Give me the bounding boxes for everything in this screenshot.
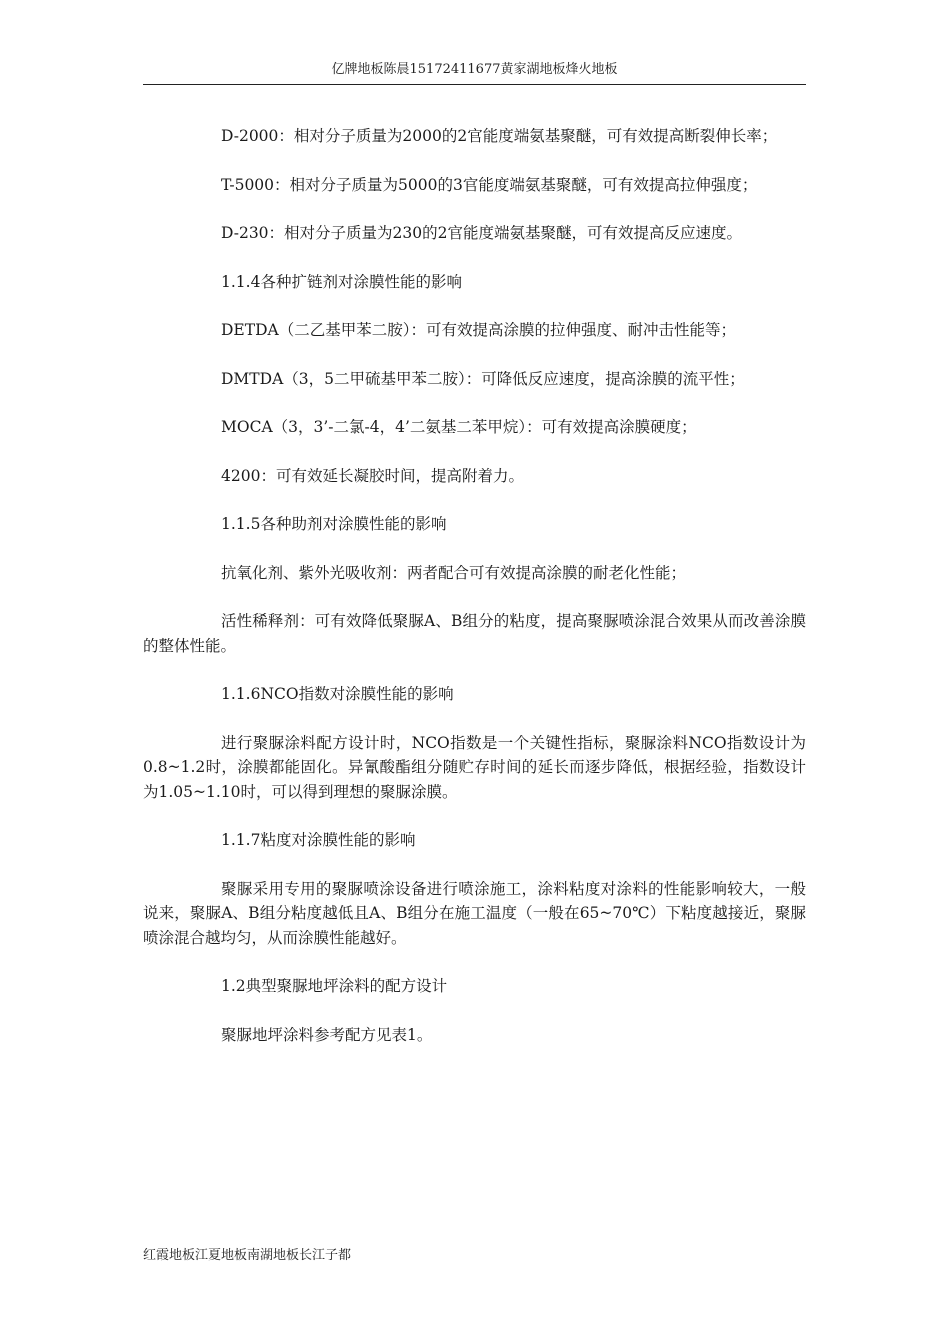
- section-heading-1-1-5: 1.1.5各种助剂对涂膜性能的影响: [221, 515, 447, 533]
- paragraph-d2000: D-2000：相对分子质量为2000的2官能度端氨基聚醚，可有效提高断裂伸长率；: [221, 127, 778, 145]
- section-heading-1-1-7: 1.1.7粘度对涂膜性能的影响: [221, 831, 416, 849]
- header-divider: [143, 84, 806, 85]
- paragraph-reactive-diluent: 活性稀释剂：可有效降低聚脲A、B组分的粘度，提高聚脲喷涂混合效果从而改善涂膜的整体性能。: [143, 612, 806, 655]
- paragraph-table-reference: 聚脲地坪涂料参考配方见表1。: [221, 1025, 433, 1044]
- paragraph-nco-index: 进行聚脲涂料配方设计时，NCO指数是一个关键性指标，聚脲涂料NCO指数设计为0.8~1.2时，涂膜都能固化。异氰酸酯组分随贮存时间的延长而逐步降低，根据经验，指数设计为1.05~1.10时，可以得到理想的聚脲涂膜。: [143, 733, 806, 801]
- page-footer: 红霞地板江夏地板南湖地板长江子都: [143, 1248, 352, 1263]
- document-body: [143, 124, 806, 1071]
- paragraph-t5000: T-5000：相对分子质量为5000的3官能度端氨基聚醚，可有效提高拉伸强度；: [221, 175, 758, 194]
- page-header: 亿牌地板陈晨15172411677黄家湖地板烽火地板: [331, 62, 618, 77]
- paragraph-viscosity: 聚脲采用专用的聚脲喷涂设备进行喷涂施工，涂料粘度对涂料的性能影响较大，一般说来，聚脲A、B组分粘度越低且A、B组分在施工温度（一般在65~70℃）下粘度越接近，聚脲喷涂混合越均匀，从而涂膜性能越好。: [143, 879, 806, 947]
- paragraph-4200: 4200：可有效延长凝胶时间，提高附着力。: [221, 466, 524, 485]
- paragraph-d230: D-230：相对分子质量为230的2官能度端氨基聚醚，可有效提高反应速度。: [221, 224, 742, 242]
- paragraph-antioxidant: 抗氧化剂、紫外光吸收剂：两者配合可有效提高涂膜的耐老化性能；: [221, 563, 687, 582]
- section-heading-1-1-4: 1.1.4各种扩链剂对涂膜性能的影响: [221, 272, 462, 291]
- paragraph-moca: MOCA（3，3’-二氯-4，4’二氨基二苯甲烷）：可有效提高涂膜硬度；: [221, 418, 697, 436]
- paragraph-detda: DETDA（二乙基甲苯二胺）：可有效提高涂膜的拉伸强度、耐冲击性能等；: [221, 321, 736, 339]
- section-heading-1-1-6: 1.1.6NCO指数对涂膜性能的影响: [221, 685, 454, 703]
- section-heading-1-2: 1.2典型聚脲地坪涂料的配方设计: [221, 977, 448, 995]
- paragraph-dmtda: DMTDA（3，5二甲硫基甲苯二胺）：可降低反应速度，提高涂膜的流平性；: [221, 369, 745, 388]
